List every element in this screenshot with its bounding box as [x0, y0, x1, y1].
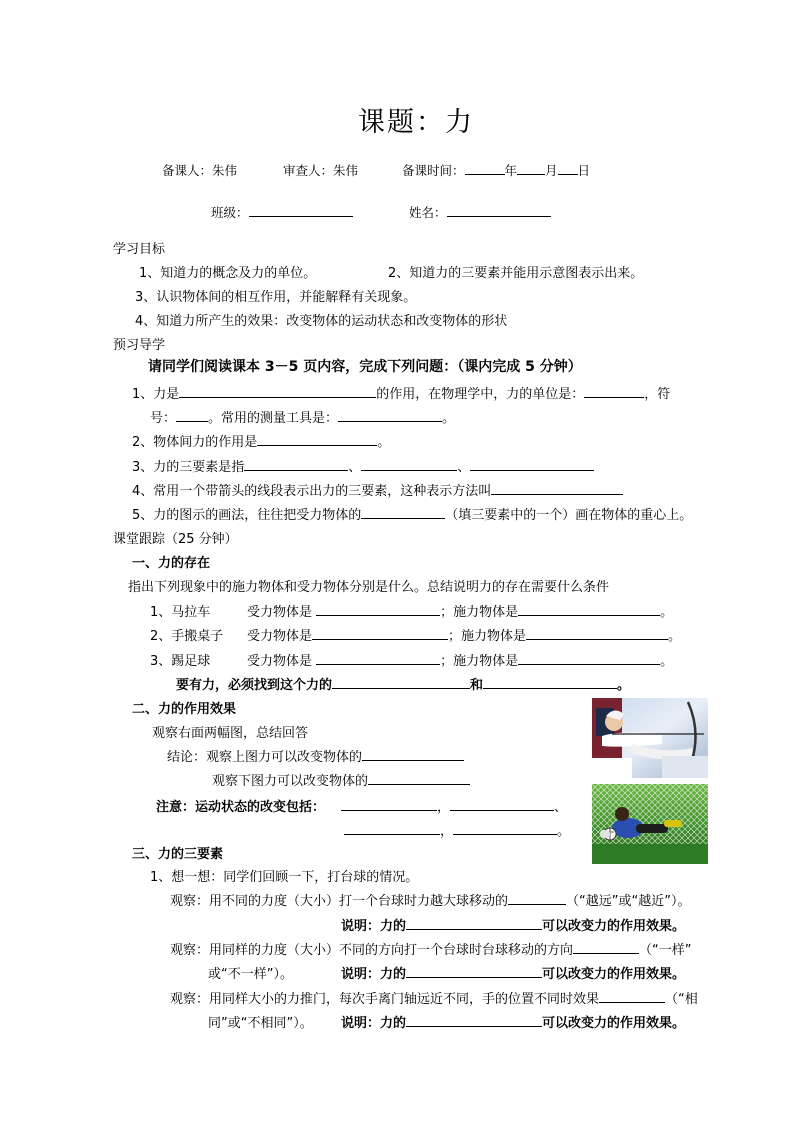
- explain-1: 说明：力的 可以改变力的作用效果。: [341, 915, 685, 934]
- item-1-blanks: 受力物体是 ；施力物体是 。: [247, 601, 673, 620]
- prep-author: 备课人：朱伟: [162, 163, 238, 178]
- observe-3-cont: 同”或“不相同”）。: [208, 1016, 313, 1031]
- item-3-blanks: 受力物体是 ；施力物体是 。: [247, 650, 673, 669]
- explain-3: 说明：力的 可以改变力的作用效果。: [341, 1012, 685, 1031]
- section-3-heading: 三、力的三要素: [132, 847, 224, 862]
- note-line-1: 注意：运动状态的改变包括： ， 、: [156, 796, 567, 815]
- section-1-heading: 一、力的存在: [132, 556, 211, 571]
- preview-q5: 5、力的图示的画法，往往把受力物体的 （填三要素中的一个）画在物体的重心上。: [132, 504, 692, 523]
- prep-time: 备课时间： 年 月 日: [402, 163, 591, 178]
- section-2-intro: 观察右面两幅图，总结回答: [152, 726, 309, 741]
- class-field[interactable]: 班级：: [211, 203, 353, 221]
- preview-q3: 3、力的三要素是指 、 、: [132, 456, 594, 475]
- section-1-intro: 指出下列现象中的施力物体和受力物体分别是什么。总结说明力的存在需要什么条件: [128, 580, 610, 595]
- archer-photo: [592, 698, 708, 778]
- preview-q1-cont: 号： 。常用的测量工具是： 。: [150, 407, 455, 426]
- goal-4: 4、知道力所产生的效果：改变物体的运动状态和改变物体的形状: [135, 314, 508, 329]
- classwork-heading: 课堂跟踪（25 分钟）: [113, 532, 238, 547]
- observe-2: 观察：用同样的力度（大小）不同的方向打一个台球时台球移动的方向 （“一样”: [170, 939, 692, 958]
- item-2-blanks: 受力物体是 ；施力物体是 。: [247, 625, 681, 644]
- item-3-label: 3、踢足球: [150, 654, 211, 669]
- think-prompt: 1、想一想：同学们回顾一下，打台球的情况。: [150, 870, 419, 885]
- preview-q4: 4、常用一个带箭头的线段表示出力的三要素，这种表示方法叫: [132, 480, 623, 499]
- observe-2-cont: 或“不一样”）。: [208, 967, 293, 982]
- preview-intro: 请同学们阅读课本 3－5 页内容，完成下列问题：（课内完成 5 分钟）: [148, 359, 582, 375]
- goal-3: 3、认识物体间的相互作用，并能解释有关现象。: [135, 290, 417, 305]
- preview-q1: 1、力是 的作用，在物理学中，力的单位是： ，符: [132, 383, 670, 402]
- goal-2: 2、知道力的三要素并能用示意图表示出来。: [388, 266, 644, 281]
- name-field[interactable]: 姓名：: [409, 203, 551, 221]
- conclusion-bottom: 观察下图力可以改变物体的: [212, 770, 470, 789]
- explain-2: 说明：力的 可以改变力的作用效果。: [341, 963, 685, 982]
- item-2-label: 2、手搬桌子: [150, 629, 224, 644]
- goal-1: 1、知道力的概念及力的单位。: [139, 266, 317, 281]
- observe-1: 观察：用不同的力度（大小）打一个台球时力越大球移动的 （“越远”或“越近”）。: [170, 890, 690, 909]
- preview-heading: 预习导学: [113, 338, 166, 353]
- conclusion-top: 结论：观察上图力可以改变物体的: [167, 746, 464, 765]
- goals-heading: 学习目标: [113, 242, 166, 257]
- preview-q2: 2、物体间力的作用是 。: [132, 431, 390, 450]
- item-1-label: 1、马拉车: [150, 605, 211, 620]
- note-line-2: ， 。: [344, 820, 570, 839]
- section-2-heading: 二、力的作用效果: [132, 702, 237, 717]
- force-requirement: 要有力，必须找到这个力的 和 。: [176, 674, 630, 693]
- reviewer: 审查人：朱伟: [283, 163, 359, 178]
- page-title: 课题：力: [358, 107, 474, 138]
- goalkeeper-photo: [592, 784, 708, 864]
- observe-3: 观察：用同样大小的力推门，每次手离门轴远近不同，手的位置不同时效果 （“相: [170, 988, 698, 1007]
